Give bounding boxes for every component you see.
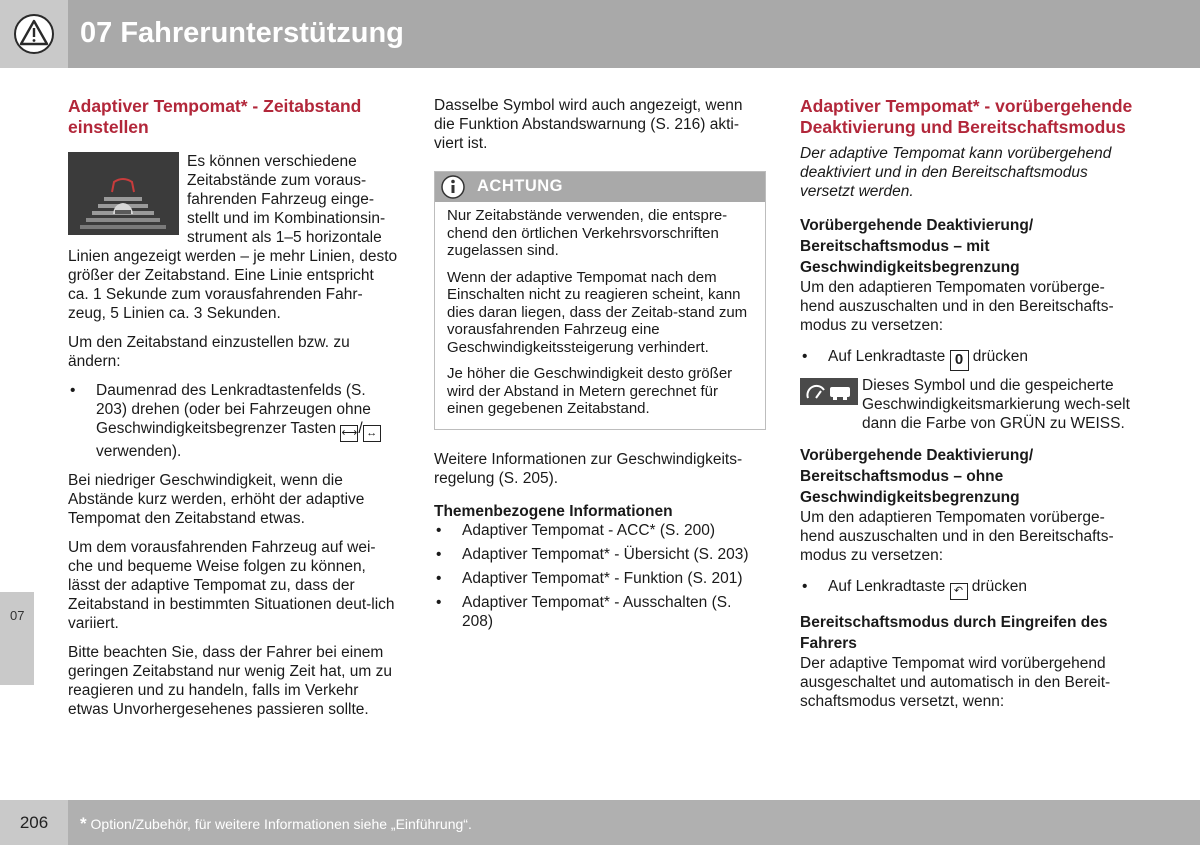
section-heading-zeitabstand: Adaptiver Tempomat* - Zeitabstand einstellen [68, 96, 362, 137]
paragraph: Weitere Informationen zur Geschwindigkeits-regelung (S. 205). [434, 450, 743, 487]
key-separator: / [358, 420, 363, 437]
warning-box [434, 171, 766, 430]
paragraph: Um den adaptieren Tempomaten vorüberge-hend auszuschalten und in den Bereitschafts-modus zu versetzen: [800, 509, 1114, 564]
bullet-marker: • [436, 593, 442, 611]
paragraph: Der adaptive Tempomat wird vorübergehend ausgeschaltet und automatisch in den Bereit-schaftsmodus versetzt, wenn: [800, 655, 1111, 710]
list-item [68, 381, 398, 461]
subheading-mit-begrenzung: Vorübergehende Deaktivierung/ Bereitschaftsmodus – mit Geschwindigkeitsbegrenzung [800, 217, 1034, 276]
footnote-text: Option/Zubehör, für weitere Informationen siehe „Einführung“. [86, 816, 472, 832]
related-link-text: Adaptiver Tempomat* - Funktion (S. 201) [462, 569, 743, 587]
list-item [800, 577, 1135, 600]
related-link[interactable] [434, 545, 766, 564]
column-1 [68, 96, 398, 729]
subheading-ohne-begrenzung: Vorübergehende Deaktivierung/ Bereitschaftsmodus – ohne Geschwindigkeitsbegrenzung [800, 447, 1034, 506]
resume-key-icon: ↶ [950, 583, 968, 600]
related-link-text: Adaptiver Tempomat - ACC* (S. 200) [462, 521, 715, 539]
warning-body [435, 202, 765, 429]
intro-text: Es können verschiedene Zeitabstände zum voraus-fahrenden Fahrzeug einge-stellt und im Kombinationsin-strument als 1–5 horizontale Linien angezeigt werden – je mehr Linien, desto größer der Zeitabstand. Eine Linie entspricht ca. 1 Sekunde zum vorausfahrenden Fahr-zeug, 5 Linien ca. 3 Sekunden. [68, 153, 398, 322]
instruction-list [800, 347, 1135, 371]
related-link-text: Adaptiver Tempomat* - Übersicht (S. 203) [462, 545, 749, 563]
bullet-marker: • [436, 569, 442, 587]
list-item-text: Auf Lenkradtaste [828, 578, 950, 595]
distance-setting-illustration [68, 152, 179, 235]
warning-text: Wenn der adaptive Tempomat nach dem Einschalten nicht zu reagieren scheint, kann dies daran liegen, dass der Zeitab-stand zum vorausfahrenden Fahrzeug eine Geschwindigkeitssteigerung verhindert. [447, 268, 748, 356]
warning-title: ACHTUNG [477, 177, 563, 195]
footnote-star: * [80, 814, 87, 833]
chapter-side-tab [0, 592, 34, 685]
bullet-marker: • [436, 545, 442, 563]
related-list [434, 521, 766, 631]
section-heading-deaktivierung: Adaptiver Tempomat* - vorübergehende Deaktivierung und Bereitschaftsmodus [800, 96, 1133, 137]
chapter-tab-label: 07 [10, 608, 25, 623]
related-link[interactable] [434, 569, 766, 588]
warning-text: Je höher die Geschwindigkeit desto größer wird der Abstand in Metern gerechnet für einen gegebenen Zeitabstand. [447, 365, 733, 417]
warning-header [435, 172, 765, 202]
related-link[interactable] [434, 593, 766, 631]
list-item [800, 347, 1135, 371]
page-number: 206 [0, 800, 68, 845]
paragraph: Um den adaptieren Tempomaten vorüberge-hend auszuschalten und in den Bereitschafts-modus zu versetzen: [800, 279, 1114, 334]
intro-text: Der adaptive Tempomat kann vorübergehend deaktiviert und in den Bereitschaftsmodus versetzt werden. [800, 145, 1112, 200]
paragraph: Bei niedriger Geschwindigkeit, wenn die Abstände kurz werden, erhöht der adaptive Tempomat den Zeitabstand etwas. [68, 472, 365, 527]
page-footer [0, 800, 1200, 845]
warning-triangle-icon [13, 13, 55, 55]
instruction-list [68, 381, 398, 461]
instruction-list [800, 577, 1135, 600]
list-item-text-end: drücken [968, 348, 1028, 365]
header-icon-box [0, 0, 68, 68]
paragraph: Um dem vorausfahrenden Fahrzeug auf wei-che und bequeme Weise folgen zu können, lässt der adaptive Tempomat zu, dass der Zeitabstand in bestimmten Situationen deut-lich variiert. [68, 539, 395, 632]
symbol-description: Dieses Symbol und die gespeicherte Geschwindigkeitsmarkierung wech-selt dann die Farbe von GRÜN zu WEISS. [862, 377, 1130, 432]
distance-increase-key-icon: ⟷ [340, 425, 358, 442]
page-header [0, 0, 1200, 68]
distance-decrease-key-icon: ↔ [363, 425, 381, 442]
list-item-text-end: verwenden). [96, 443, 182, 460]
related-link-text: Adaptiver Tempomat* - Ausschalten (S. 208) [462, 593, 732, 630]
list-item-text: Auf Lenkradtaste [828, 348, 950, 365]
related-heading: Themenbezogene Informationen [434, 502, 673, 520]
footnote [80, 814, 472, 834]
instruction-text: Um den Zeitabstand einzustellen bzw. zu ändern: [68, 334, 350, 370]
chapter-title: 07 Fahrerunterstützung [80, 17, 404, 49]
bullet-marker: • [802, 348, 808, 365]
bullet-marker: • [436, 521, 442, 539]
info-icon [439, 174, 467, 200]
cruise-control-symbol-icon [800, 378, 858, 405]
zero-key-icon: 0 [950, 350, 969, 371]
subheading-eingreifen: Bereitschaftsmodus durch Eingreifen des Fahrers [800, 614, 1108, 652]
paragraph: Dasselbe Symbol wird auch angezeigt, wenn die Funktion Abstandswarnung (S. 216) akti-viert ist. [434, 97, 743, 152]
bullet-marker: • [802, 578, 808, 595]
paragraph: Bitte beachten Sie, dass der Fahrer bei einem geringen Zeitabstand nur wenig Zeit hat, um zu reagieren und zu handeln, falls im Verkehr etwas Unvorhergesehenes passieren sollte. [68, 644, 392, 718]
list-item-text: Daumenrad des Lenkradtastenfelds (S. 203) drehen (oder bei Fahrzeugen ohne Geschwindigkeitsbegrenzer Tasten [96, 382, 371, 437]
column-2 [434, 96, 766, 641]
list-item-text-end: drücken [967, 578, 1027, 595]
warning-text: Nur Zeitabstände verwenden, die entspre-chend den örtlichen Verkehrsvorschriften zugelassen sind. [447, 207, 728, 259]
bullet-marker: • [70, 382, 76, 399]
related-link[interactable] [434, 521, 766, 540]
column-3 [800, 96, 1135, 721]
symbol-row [800, 376, 1135, 433]
